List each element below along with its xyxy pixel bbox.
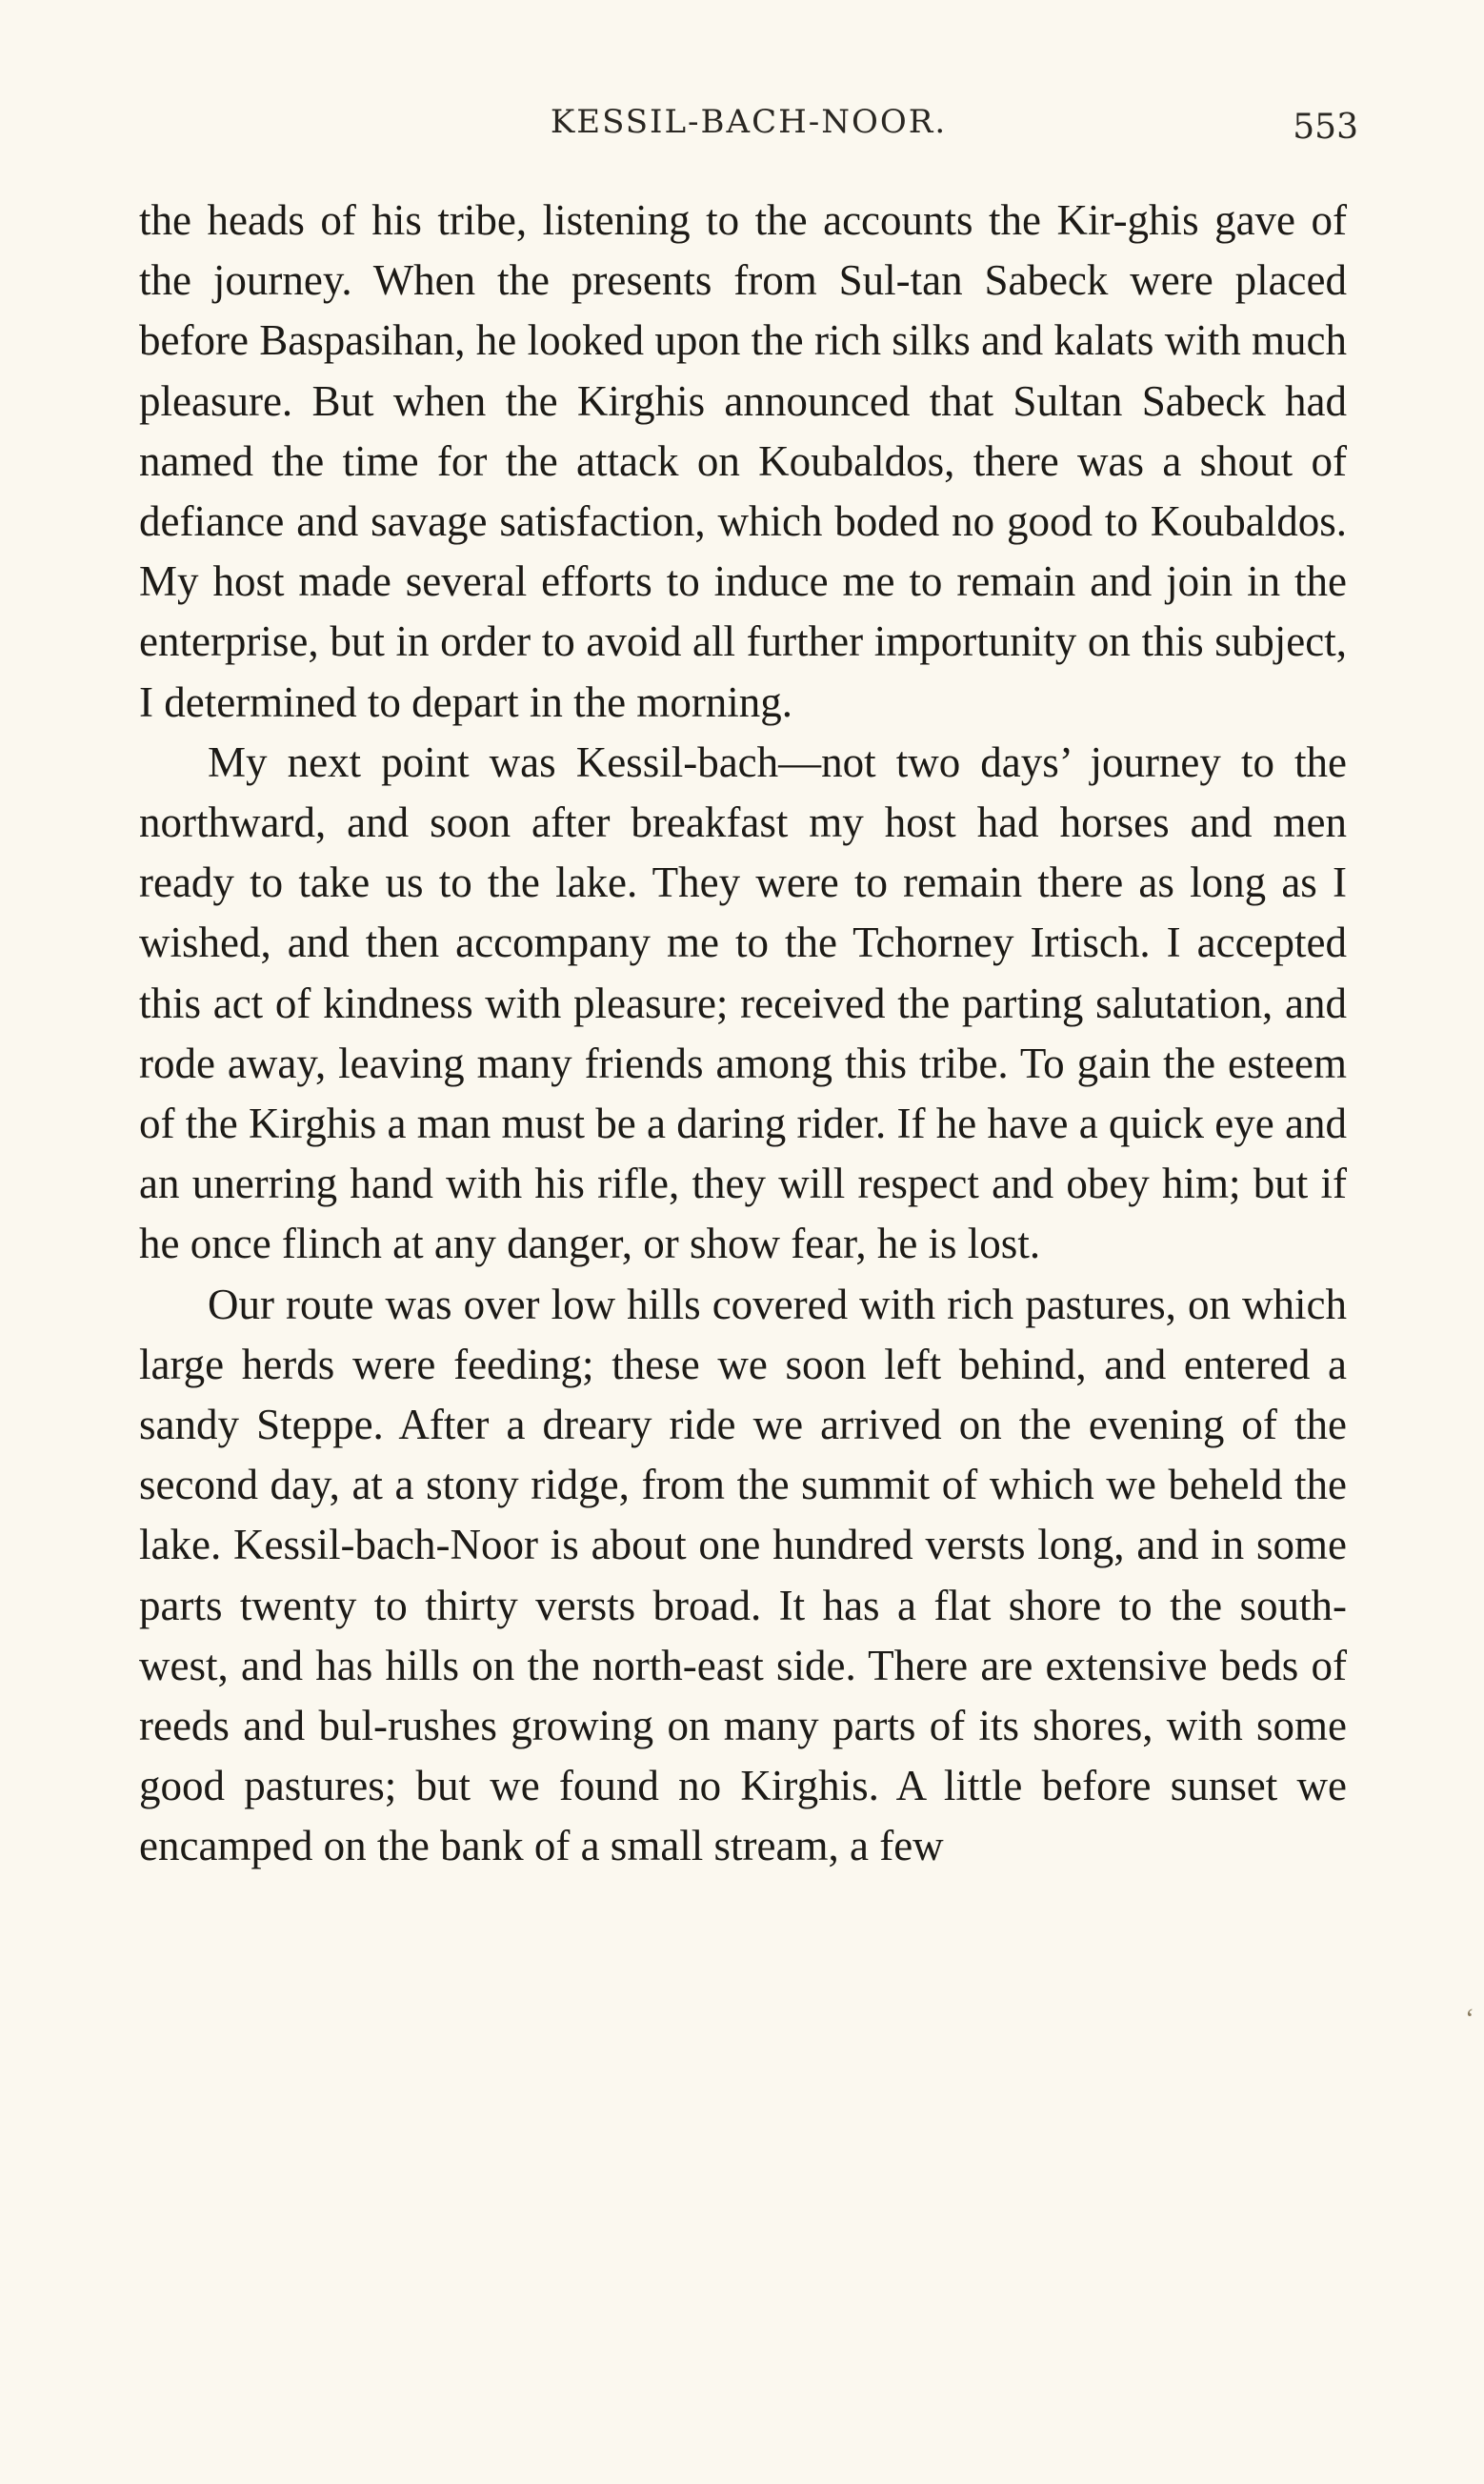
page-number: 553 [1293, 108, 1358, 147]
paragraph-2: My next point was Kessil-bach—not two days’ journey to the northward, and soon after breakfast my host had horses and men ready to take us to the lake. They were to remain there as long as I wished, and then accompany me to the Tchorney Irtisch. I accepted this act of kindness with pleasure; received the parting salutation, and rode away, leaving many friends among this tribe. To gain the esteem of the Kirghis a man must be a daring rider. If he have a quick eye and an unerring hand with his rifle, they will respect and obey him; but if he once flinch at any danger, or show fear, he is lost. [139, 737, 1347, 1268]
running-title: KESSIL-BACH-NOOR. [550, 103, 948, 141]
body-text [139, 191, 1347, 1877]
running-head [139, 93, 1358, 151]
paragraph-3: Our route was over low hills covered with rich pastures, on which large herds were feeding; these we soon left behind, and entered a sandy Steppe. After a dreary ride we arrived on the evening of the second day, at a stony ridge, from the summit of which we beheld the lake. Kessil-bach-Noor is about one hundred versts long, and in some parts twenty to thirty versts broad. It has a flat shore to the south-west, and has hills on the north-east side. There are extensive beds of reeds and bul-rushes growing on many parts of its shores, with some good pastures; but we found no Kirghis. A little before sunset we encamped on the bank of a small stream, a few [139, 1280, 1347, 1870]
margin-mark: ‘ [1465, 2003, 1474, 2034]
paragraph-1: the heads of his tribe, listening to the accounts the Kir-ghis gave of the journey. When the presents from Sul-tan Sabeck were placed before Baspasihan, he looked upon the rich silks and kalats with much pleasure. But when the Kirghis announced that Sultan Sabeck had named the time for the attack on Koubaldos, there was a shout of defiance and savage satisfaction, which boded no good to Koubaldos. My host made several efforts to induce me to remain and join in the enterprise, but in order to avoid all further importunity on this subject, I determined to depart in the morning. [139, 196, 1347, 726]
